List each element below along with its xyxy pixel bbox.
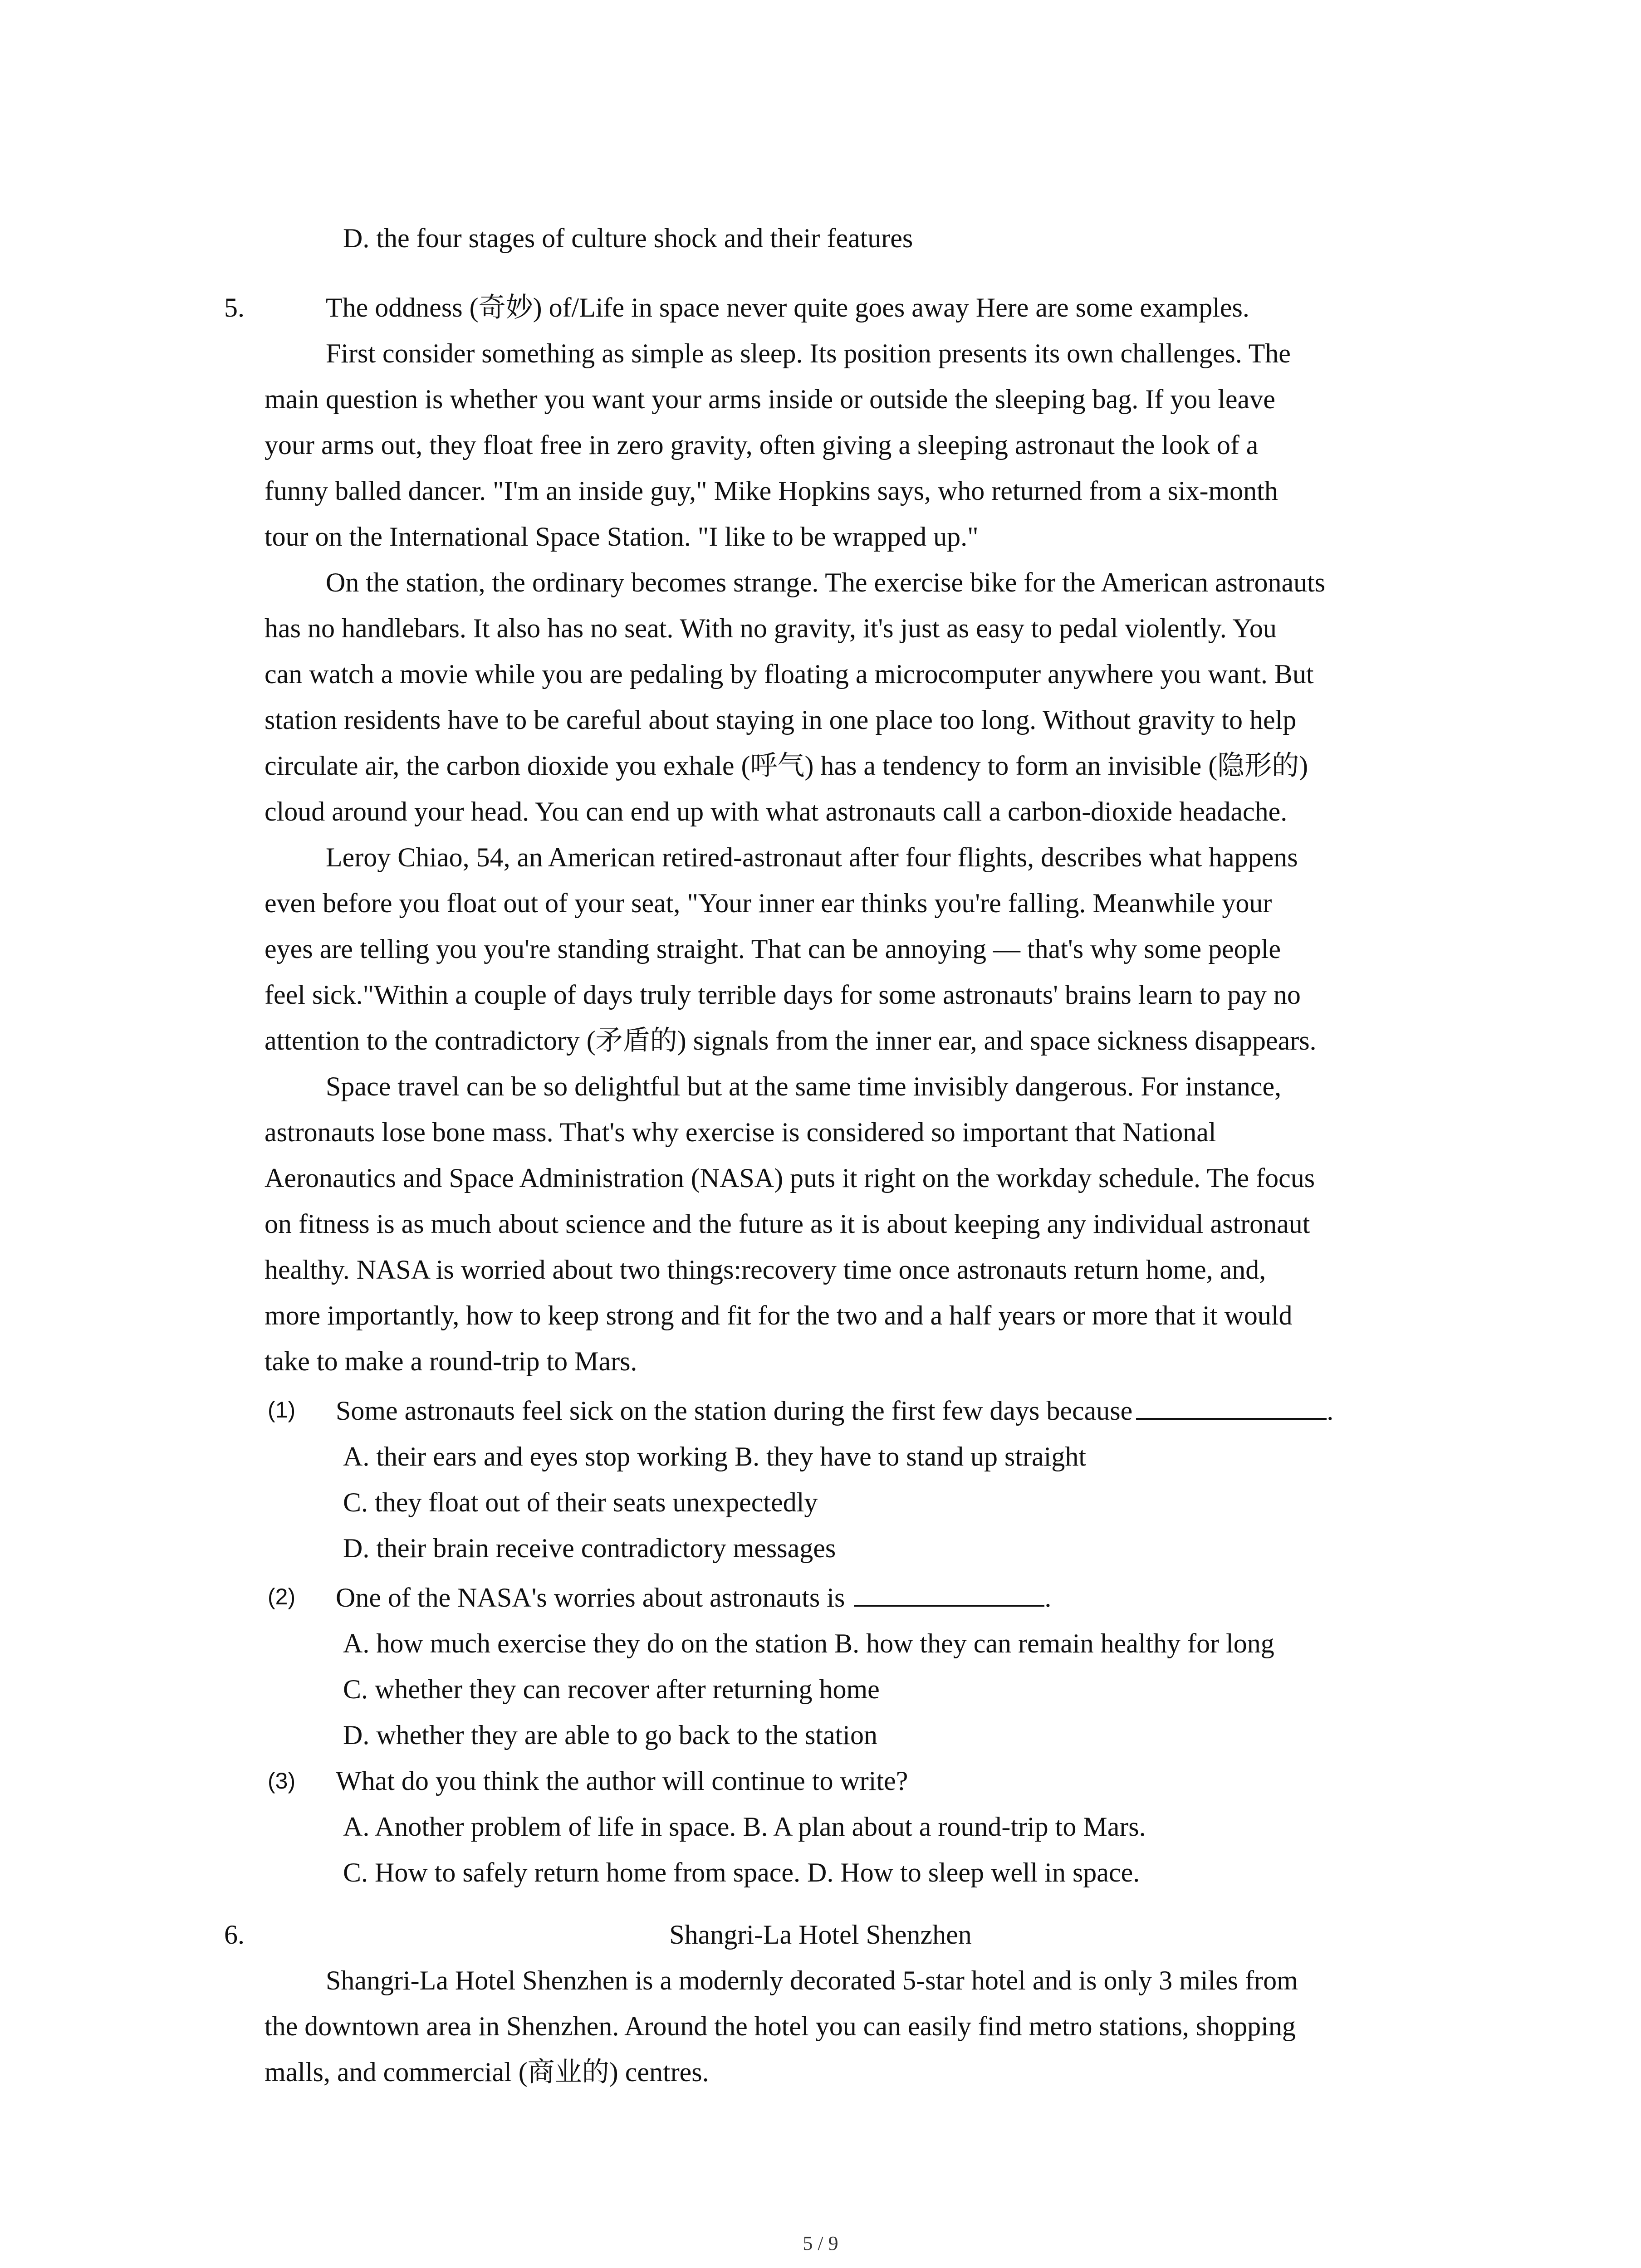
q5-line-15: feel sick."Within a couple of days truly terrible days for some astronauts' brains learn to pay no <box>265 980 1301 1010</box>
q5-line-22: more importantly, how to keep strong and fit for the two and a half years or more that it would <box>265 1300 1293 1330</box>
q5-line-21: healthy. NASA is worried about two things:recovery time once astronauts return home, and, <box>265 1255 1266 1285</box>
q5-line-7: has no handlebars. It also has no seat. With no gravity, it's just as easy to pedal violently. You <box>265 613 1277 643</box>
q5-line-13: even before you float out of your seat, "Your inner ear thinks you're falling. Meanwhile your <box>265 888 1272 918</box>
q5-line-6: On the station, the ordinary becomes strange. The exercise bike for the American astronauts <box>326 567 1326 597</box>
q5-2-stem-text: One of the NASA's worries about astronauts is <box>336 1583 845 1613</box>
q6-line-0: Shangri-La Hotel Shenzhen is a modernly decorated 5-star hotel and is only 3 miles from <box>326 1965 1298 1995</box>
q5-2-stem-end: . <box>1044 1583 1052 1613</box>
answer-blank[interactable] <box>854 1578 1044 1607</box>
answer-blank[interactable] <box>1136 1391 1327 1420</box>
q6-line-1: the downtown area in Shenzhen. Around the hotel you can easily find metro stations, shopping <box>265 2011 1296 2041</box>
q5-line-5: tour on the International Space Station. "I like to be wrapped up." <box>265 522 979 552</box>
q5-1-number: (1) <box>268 1397 296 1422</box>
q5-3-option-ab: A. Another problem of life in space. B. A plan about a round-trip to Mars. <box>343 1812 1146 1842</box>
page-number: 5 / 9 <box>803 2232 838 2254</box>
q5-line-17: Space travel can be so delightful but at the same time invisibly dangerous. For instance, <box>326 1071 1282 1101</box>
q4-option-d: D. the four stages of culture shock and their features <box>343 223 913 253</box>
q5-2-option-ab: A. how much exercise they do on the station B. how they can remain healthy for long <box>343 1628 1274 1658</box>
q5-2-stem <box>336 1575 1051 1621</box>
q5-line-3: your arms out, they float free in zero gravity, often giving a sleeping astronaut the look of a <box>265 430 1259 460</box>
q5-line-0: The oddness (奇妙) of/Life in space never quite goes away Here are some examples. <box>326 293 1249 323</box>
q5-line-16: attention to the contradictory (矛盾的) signals from the inner ear, and space sickness disappears. <box>265 1026 1317 1056</box>
q5-line-19: Aeronautics and Space Administration (NASA) puts it right on the workday schedule. The focus <box>265 1163 1315 1193</box>
q5-line-14: eyes are telling you you're standing straight. That can be annoying — that's why some people <box>265 934 1281 964</box>
q6-number: 6. <box>224 1920 245 1950</box>
q5-line-20: on fitness is as much about science and the future as it is about keeping any individual astronaut <box>265 1209 1310 1239</box>
q5-line-12: Leroy Chiao, 54, an American retired-astronaut after four flights, describes what happens <box>326 842 1298 872</box>
q5-1-stem-text: Some astronauts feel sick on the station during the first few days because <box>336 1396 1133 1426</box>
q5-1-stem-end: . <box>1327 1396 1334 1426</box>
q5-1-option-d: D. their brain receive contradictory messages <box>343 1533 836 1563</box>
q5-line-9: station residents have to be careful about staying in one place too long. Without gravity to help <box>265 705 1297 735</box>
q5-3-option-cd: C. How to safely return home from space. D. How to sleep well in space. <box>343 1857 1140 1887</box>
q5-line-23: take to make a round-trip to Mars. <box>265 1346 637 1376</box>
q5-number: 5. <box>224 293 245 323</box>
q5-3-number: (3) <box>268 1768 296 1794</box>
q5-line-1: First consider something as simple as sleep. Its position presents its own challenges. The <box>326 338 1291 368</box>
q5-line-11: cloud around your head. You can end up with what astronauts call a carbon-dioxide headache. <box>265 797 1288 826</box>
q5-line-8: can watch a movie while you are pedaling by floating a microcomputer anywhere you want. But <box>265 659 1314 689</box>
q5-line-10: circulate air, the carbon dioxide you exhale (呼气) has a tendency to form an invisible (隐形的) <box>265 751 1308 781</box>
q5-line-18: astronauts lose bone mass. That's why exercise is considered so important that National <box>265 1117 1216 1147</box>
q5-2-number: (2) <box>268 1584 296 1609</box>
q5-3-stem: What do you think the author will continue to write? <box>336 1766 908 1796</box>
q5-line-2: main question is whether you want your arms inside or outside the sleeping bag. If you leave <box>265 384 1275 414</box>
q6-line-2: malls, and commercial (商业的) centres. <box>265 2057 709 2087</box>
q5-line-4: funny balled dancer. "I'm an inside guy," Mike Hopkins says, who returned from a six-month <box>265 476 1278 506</box>
q5-1-option-ab: A. their ears and eyes stop working B. they have to stand up straight <box>343 1442 1086 1471</box>
q5-1-stem <box>336 1388 1333 1434</box>
q5-2-option-d: D. whether they are able to go back to the station <box>343 1720 877 1750</box>
q5-2-option-c: C. whether they can recover after returning home <box>343 1674 880 1704</box>
q5-1-option-c: C. they float out of their seats unexpectedly <box>343 1487 818 1517</box>
q6-title: Shangri-La Hotel Shenzhen <box>669 1920 972 1950</box>
